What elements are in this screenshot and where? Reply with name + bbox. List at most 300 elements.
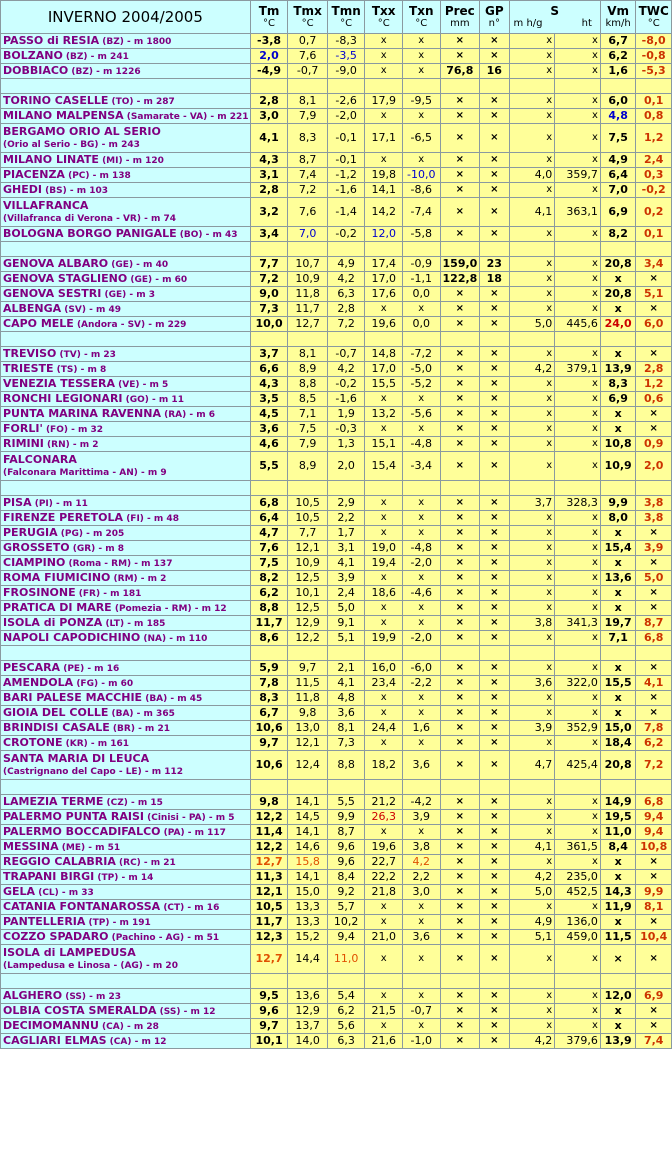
cell-prec: × (441, 571, 480, 585)
station-name (1, 1034, 250, 1048)
cell-txx: 22,2 (365, 870, 402, 884)
cell-s-mhg: x (510, 945, 555, 973)
spacer-cell (328, 780, 365, 794)
cell-tmx: 7,7 (288, 526, 327, 540)
cell-tmn: 5,7 (328, 900, 365, 914)
spacer-cell (403, 780, 440, 794)
spacer-cell (441, 242, 480, 256)
cell-s-mhg: x (510, 1004, 555, 1018)
cell-gp: × (480, 989, 508, 1003)
spacer-cell (288, 332, 327, 346)
station-label: CROTONE (3, 736, 63, 749)
spacer-cell (328, 974, 365, 988)
cell-s-mhg: x (510, 511, 555, 525)
cell-tm: 4,6 (251, 437, 288, 451)
spacer-cell (636, 780, 671, 794)
cell-tm: 12,3 (251, 930, 288, 944)
cell-tmx: 8,7 (288, 153, 327, 167)
cell-s-ht: x (555, 691, 600, 705)
cell-prec: × (441, 124, 480, 152)
cell-vm: 14,9 (601, 795, 636, 809)
station-label: PISA (3, 496, 32, 509)
table-row (1, 392, 671, 406)
table-row (1, 810, 671, 824)
cell-tmx: 13,3 (288, 900, 327, 914)
cell-prec: × (441, 586, 480, 600)
station-name (1, 751, 250, 779)
cell-tmx: 8,3 (288, 124, 327, 152)
spacer-cell (510, 242, 555, 256)
spacer-cell (601, 780, 636, 794)
cell-s-ht: x (555, 94, 600, 108)
station-location: (Pomezia - RM) - m 12 (111, 603, 227, 614)
cell-prec: × (441, 183, 480, 197)
cell-tm: 12,2 (251, 840, 288, 854)
cell-twc: 0,1 (636, 227, 671, 241)
table-row (1, 94, 671, 108)
table-row (1, 437, 671, 451)
cell-twc: -0,8 (636, 49, 671, 63)
cell-tmn: -1,4 (328, 198, 365, 226)
cell-tm: 4,7 (251, 526, 288, 540)
cell-vm: x (601, 661, 636, 675)
cell-twc: 0,2 (636, 198, 671, 226)
station-label: PUNTA MARINA RAVENNA (3, 407, 161, 420)
cell-tmn: 4,9 (328, 257, 365, 271)
cell-tmx: 13,7 (288, 1019, 327, 1033)
cell-txn: x (403, 49, 440, 63)
table-row (1, 377, 671, 391)
cell-vm: 11,5 (601, 930, 636, 944)
station-label: DOBBIACO (3, 64, 69, 77)
station-label: VENEZIA TESSERA (3, 377, 116, 390)
cell-tm: 3,0 (251, 109, 288, 123)
spacer-cell (251, 646, 288, 660)
cell-tmn: -0,1 (328, 124, 365, 152)
cell-tm: 7,5 (251, 556, 288, 570)
cell-txn: x (403, 153, 440, 167)
spacer-cell (365, 332, 402, 346)
cell-prec: × (441, 676, 480, 690)
cell-txn: -2,0 (403, 631, 440, 645)
header-tm: Tm °C (251, 1, 288, 33)
station-label: GHEDI (3, 183, 42, 196)
cell-vm: 12,0 (601, 989, 636, 1003)
cell-txx: 23,4 (365, 676, 402, 690)
cell-s-mhg: x (510, 377, 555, 391)
cell-txn: -5,8 (403, 227, 440, 241)
cell-gp: × (480, 392, 508, 406)
station-label: PASSO di RESIA (3, 34, 100, 47)
cell-tm: 7,8 (251, 676, 288, 690)
cell-s-ht: x (555, 706, 600, 720)
cell-s-mhg: x (510, 407, 555, 421)
cell-s-ht: x (555, 1019, 600, 1033)
cell-tm: 9,7 (251, 736, 288, 750)
cell-tm: 4,3 (251, 377, 288, 391)
station-location: (CZ) - m 15 (103, 797, 163, 808)
spacer-cell (1, 974, 250, 988)
cell-twc: 0,6 (636, 392, 671, 406)
cell-twc: 2,4 (636, 153, 671, 167)
cell-tmn: 9,6 (328, 840, 365, 854)
station-location: (SS) - m 23 (62, 991, 122, 1002)
spacer-cell (1, 79, 250, 93)
station-label: TRIESTE (3, 362, 54, 375)
cell-prec: × (441, 1004, 480, 1018)
cell-tm: 11,3 (251, 870, 288, 884)
table-row (1, 840, 671, 854)
cell-s-ht: 459,0 (555, 930, 600, 944)
cell-txn: -1,0 (403, 1034, 440, 1048)
cell-tmx: 9,8 (288, 706, 327, 720)
station-name (1, 496, 250, 510)
station-name (1, 721, 250, 735)
spacer-cell (365, 974, 402, 988)
cell-prec: × (441, 541, 480, 555)
cell-tmn: 11,0 (328, 945, 365, 973)
spacer-cell (441, 332, 480, 346)
table-row (1, 422, 671, 436)
spacer-cell (288, 646, 327, 660)
station-name (1, 840, 250, 854)
station-label: BRINDISI CASALE (3, 721, 110, 734)
cell-txn: -0,9 (403, 257, 440, 271)
cell-txn: x (403, 392, 440, 406)
cell-s-mhg: x (510, 257, 555, 271)
cell-gp: × (480, 452, 508, 480)
cell-twc: × (636, 526, 671, 540)
station-name (1, 795, 250, 809)
cell-s-ht: x (555, 900, 600, 914)
cell-prec: × (441, 706, 480, 720)
cell-tm: 11,7 (251, 616, 288, 630)
cell-tm: 10,1 (251, 1034, 288, 1048)
station-name (1, 124, 250, 152)
cell-s-ht: x (555, 392, 600, 406)
cell-s-ht: x (555, 511, 600, 525)
cell-gp: × (480, 168, 508, 182)
spacer-cell (636, 242, 671, 256)
cell-twc: -0,2 (636, 183, 671, 197)
spacer-cell (601, 646, 636, 660)
cell-tmx: 12,7 (288, 317, 327, 331)
station-location: (SV) - m 49 (61, 304, 122, 315)
station-location: (BA) - m 365 (108, 708, 175, 719)
cell-s-mhg: 3,7 (510, 496, 555, 510)
cell-txn: -4,8 (403, 541, 440, 555)
cell-txn: -8,6 (403, 183, 440, 197)
cell-gp: × (480, 34, 508, 48)
cell-tmx: 15,8 (288, 855, 327, 869)
cell-tmx: 12,1 (288, 541, 327, 555)
cell-tmx: 14,1 (288, 825, 327, 839)
cell-gp: × (480, 706, 508, 720)
cell-tmn: 9,9 (328, 810, 365, 824)
cell-tmn: 4,2 (328, 362, 365, 376)
cell-s-mhg: x (510, 541, 555, 555)
cell-tm: 7,6 (251, 541, 288, 555)
station-location: (TV) - m 23 (56, 349, 116, 360)
cell-s-ht: 425,4 (555, 751, 600, 779)
cell-s-ht: x (555, 287, 600, 301)
cell-tm: 9,6 (251, 1004, 288, 1018)
spacer-cell (288, 974, 327, 988)
cell-twc: × (636, 915, 671, 929)
station-location: (Villafranca di Verona - VR) - m 74 (3, 213, 177, 224)
spacer-cell (636, 974, 671, 988)
cell-txx: x (365, 496, 402, 510)
station-label: FROSINONE (3, 586, 76, 599)
station-name (1, 885, 250, 899)
station-label: MILANO LINATE (3, 153, 99, 166)
station-location: (TO) - m 287 (108, 96, 175, 107)
cell-tm: 5,5 (251, 452, 288, 480)
cell-twc: × (636, 1019, 671, 1033)
cell-tmx: 7,0 (288, 227, 327, 241)
spacer-cell (601, 974, 636, 988)
cell-twc: 3,8 (636, 511, 671, 525)
cell-prec: × (441, 511, 480, 525)
table-row (1, 930, 671, 944)
station-location: (GE) - m 60 (127, 274, 188, 285)
cell-tmn: 5,4 (328, 989, 365, 1003)
cell-tmx: 14,6 (288, 840, 327, 854)
cell-gp: × (480, 496, 508, 510)
cell-tm: 11,4 (251, 825, 288, 839)
cell-twc: 0,1 (636, 94, 671, 108)
cell-txx: x (365, 302, 402, 316)
cell-prec: × (441, 631, 480, 645)
cell-prec: × (441, 989, 480, 1003)
cell-txn: -5,0 (403, 362, 440, 376)
station-label: GENOVA STAGLIENO (3, 272, 128, 285)
cell-prec: × (441, 721, 480, 735)
cell-tmn: 5,0 (328, 601, 365, 615)
station-name (1, 168, 250, 182)
cell-s-mhg: x (510, 94, 555, 108)
cell-gp: × (480, 1019, 508, 1033)
cell-gp: × (480, 870, 508, 884)
cell-twc: 9,4 (636, 810, 671, 824)
station-name (1, 616, 250, 630)
station-location: (Cinisi - PA) - m 5 (143, 812, 235, 823)
cell-txx: x (365, 392, 402, 406)
cell-txx: x (365, 989, 402, 1003)
cell-vm: x (601, 915, 636, 929)
cell-txn: x (403, 706, 440, 720)
cell-tmx: 7,1 (288, 407, 327, 421)
cell-gp: × (480, 825, 508, 839)
cell-twc: × (636, 302, 671, 316)
station-label: CAPO MELE (3, 317, 74, 330)
cell-prec: × (441, 945, 480, 973)
cell-vm: x (601, 556, 636, 570)
cell-prec: 76,8 (441, 64, 480, 78)
station-location: (LT) - m 185 (102, 618, 166, 629)
station-location: (FI) - m 48 (123, 513, 179, 524)
cell-s-ht: x (555, 407, 600, 421)
cell-prec: × (441, 736, 480, 750)
station-name (1, 661, 250, 675)
cell-gp: × (480, 1034, 508, 1048)
cell-txx: 21,8 (365, 885, 402, 899)
station-name (1, 109, 250, 123)
spacer-cell (555, 974, 600, 988)
station-label: ISOLA di LAMPEDUSA (3, 945, 136, 959)
station-label: ISOLA di PONZA (3, 616, 103, 629)
cell-tmx: 10,9 (288, 272, 327, 286)
spacer-row (1, 242, 671, 256)
cell-tm: 8,3 (251, 691, 288, 705)
cell-txn: -6,0 (403, 661, 440, 675)
cell-txx: x (365, 49, 402, 63)
cell-tmn: 1,3 (328, 437, 365, 451)
table-row (1, 721, 671, 735)
cell-gp: × (480, 586, 508, 600)
cell-txn: x (403, 945, 440, 973)
cell-gp: × (480, 616, 508, 630)
cell-tm: 12,7 (251, 855, 288, 869)
cell-prec: × (441, 153, 480, 167)
cell-vm: 13,9 (601, 1034, 636, 1048)
cell-twc: 6,0 (636, 317, 671, 331)
cell-tm: 9,0 (251, 287, 288, 301)
cell-s-mhg: x (510, 631, 555, 645)
cell-tm: 8,8 (251, 601, 288, 615)
cell-s-mhg: 4,1 (510, 198, 555, 226)
cell-vm: 4,9 (601, 153, 636, 167)
station-label: TORINO CASELLE (3, 94, 109, 107)
cell-tm: 2,8 (251, 94, 288, 108)
cell-txx: 13,2 (365, 407, 402, 421)
spacer-cell (288, 780, 327, 794)
cell-tmx: 10,7 (288, 257, 327, 271)
table-row (1, 795, 671, 809)
header-prec: Prec mm (441, 1, 480, 33)
spacer-cell (480, 974, 508, 988)
cell-gp: × (480, 885, 508, 899)
table-row (1, 1019, 671, 1033)
cell-tmx: 15,2 (288, 930, 327, 944)
cell-s-mhg: x (510, 437, 555, 451)
cell-txn: x (403, 1019, 440, 1033)
cell-gp: × (480, 930, 508, 944)
cell-gp: × (480, 810, 508, 824)
station-location: (BZ) - m 1800 (99, 36, 172, 47)
cell-txx: 17,6 (365, 287, 402, 301)
spacer-cell (403, 79, 440, 93)
cell-s-mhg: 4,7 (510, 751, 555, 779)
cell-s-ht: x (555, 810, 600, 824)
station-location: (CA) - m 28 (98, 1021, 159, 1032)
cell-s-ht: x (555, 109, 600, 123)
cell-s-ht: x (555, 227, 600, 241)
cell-gp: × (480, 49, 508, 63)
cell-tmx: 12,1 (288, 736, 327, 750)
cell-vm: × (601, 945, 636, 973)
cell-tmn: 7,2 (328, 317, 365, 331)
cell-tmn: 2,0 (328, 452, 365, 480)
cell-s-ht: x (555, 153, 600, 167)
cell-txx: 14,2 (365, 198, 402, 226)
cell-prec: × (441, 870, 480, 884)
cell-s-ht: x (555, 302, 600, 316)
cell-tmx: 12,9 (288, 616, 327, 630)
table-row (1, 407, 671, 421)
table-row (1, 49, 671, 63)
cell-s-ht: x (555, 49, 600, 63)
cell-prec: × (441, 302, 480, 316)
spacer-cell (365, 780, 402, 794)
cell-tm: 8,6 (251, 631, 288, 645)
spacer-cell (1, 481, 250, 495)
station-label: CATANIA FONTANAROSSA (3, 900, 161, 913)
cell-tmx: 7,6 (288, 198, 327, 226)
cell-s-mhg: x (510, 109, 555, 123)
cell-s-mhg: x (510, 183, 555, 197)
cell-tmn: 9,1 (328, 616, 365, 630)
cell-twc: 6,2 (636, 736, 671, 750)
header-txn: Txn °C (403, 1, 440, 33)
station-location: (Andora - SV) - m 229 (73, 319, 187, 330)
cell-tmx: 14,5 (288, 810, 327, 824)
station-name (1, 930, 250, 944)
spacer-cell (441, 481, 480, 495)
station-name (1, 347, 250, 361)
cell-prec: × (441, 362, 480, 376)
cell-gp: × (480, 227, 508, 241)
cell-s-mhg: 4,2 (510, 362, 555, 376)
spacer-cell (510, 79, 555, 93)
cell-s-mhg: x (510, 452, 555, 480)
cell-txx: 21,5 (365, 1004, 402, 1018)
cell-twc: × (636, 706, 671, 720)
cell-vm: x (601, 1004, 636, 1018)
cell-txx: x (365, 915, 402, 929)
station-name (1, 825, 250, 839)
cell-s-mhg: 3,9 (510, 721, 555, 735)
cell-gp: × (480, 601, 508, 615)
cell-tmn: -0,2 (328, 227, 365, 241)
cell-twc: 7,2 (636, 751, 671, 779)
station-name (1, 586, 250, 600)
table-title: INVERNO 2004/2005 (1, 1, 250, 33)
cell-tmx: 10,5 (288, 496, 327, 510)
cell-tm: 8,2 (251, 571, 288, 585)
cell-prec: × (441, 915, 480, 929)
cell-tm: 9,5 (251, 989, 288, 1003)
cell-vm: 8,0 (601, 511, 636, 525)
cell-gp: × (480, 840, 508, 854)
cell-gp: × (480, 691, 508, 705)
cell-prec: × (441, 616, 480, 630)
station-label: LAMEZIA TERME (3, 795, 104, 808)
cell-s-ht: 452,5 (555, 885, 600, 899)
cell-s-mhg: 3,8 (510, 616, 555, 630)
cell-tmn: 8,7 (328, 825, 365, 839)
station-label: VILLAFRANCA (3, 198, 89, 212)
spacer-cell (480, 481, 508, 495)
cell-s-mhg: 4,2 (510, 1034, 555, 1048)
station-location: (Pachino - AG) - m 51 (108, 932, 220, 943)
cell-twc: × (636, 556, 671, 570)
cell-txx: 18,2 (365, 751, 402, 779)
station-name (1, 392, 250, 406)
cell-s-mhg: 3,6 (510, 676, 555, 690)
cell-gp: × (480, 541, 508, 555)
station-location: (BZ) - m 1226 (68, 66, 141, 77)
